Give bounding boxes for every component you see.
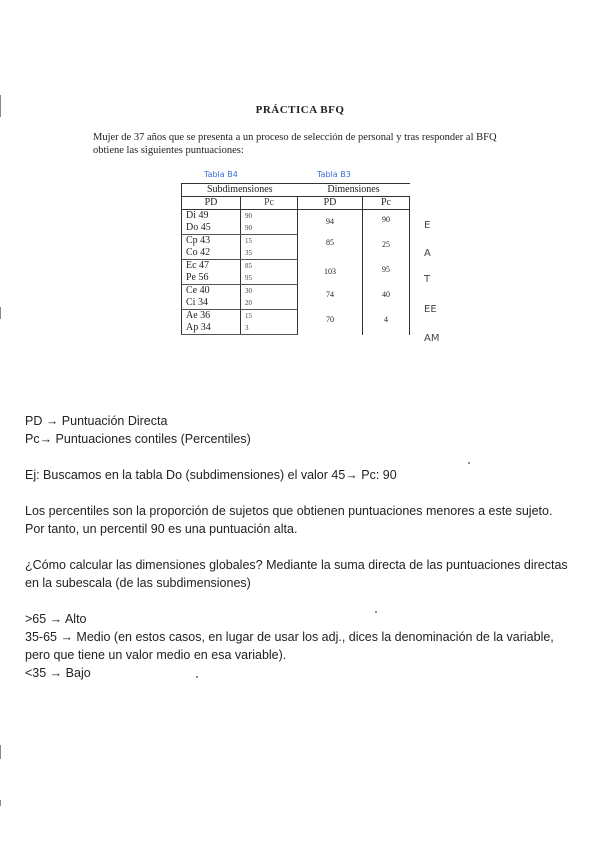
subdim-pd: Pe 56 [182, 272, 241, 285]
group-header-dimensiones: Dimensiones [298, 184, 410, 197]
subdim-pc: 35 [241, 247, 298, 260]
page-title: PRÁCTICA BFQ [255, 104, 345, 116]
dimension-letter-e: E [424, 220, 431, 231]
dimension-letter-t: T [424, 274, 431, 285]
definitions-block [25, 412, 575, 448]
subdim-pd: Ae 36 [182, 310, 241, 323]
dim-pc: 95 [363, 260, 410, 285]
dim-pd: 74 [298, 285, 363, 310]
subdim-pc: 90 [241, 210, 298, 223]
scan-edge-mark [0, 95, 1, 117]
handwritten-note-tabla-b4: Tabla B4 [204, 170, 238, 179]
global-question-paragraph [25, 556, 575, 592]
scan-edge-mark [0, 307, 1, 319]
subdim-pc: 15 [241, 235, 298, 248]
scan-edge-mark [0, 800, 1, 806]
subdim-pd: Ce 40 [182, 285, 241, 298]
dim-pc: 25 [363, 235, 410, 260]
example-text: Ej: Buscamos en la tabla Do (subdimensiones) el valor 45→ Pc: 90 [25, 468, 397, 482]
stray-dot [468, 462, 470, 464]
subdim-pd: Di 49 [182, 210, 241, 223]
column-header-pd: PD [182, 197, 241, 210]
dim-pd: 70 [298, 310, 363, 335]
subdim-pd: Ci 34 [182, 297, 241, 310]
example-line [25, 466, 575, 484]
subdim-pd: Ec 47 [182, 260, 241, 273]
subdim-pd: Cp 43 [182, 235, 241, 248]
column-header-dim-pc: Pc [363, 197, 410, 210]
range-medium: 35-65 → Medio (en estos casos, en lugar de usar los adj., dices la denominación de la variable, pero que tiene un valor medio en esa variable). [25, 630, 554, 662]
dim-pc: 4 [363, 310, 410, 335]
pd-definition: PD → Puntuación Directa [25, 414, 168, 428]
dimension-letter-a: A [424, 248, 431, 259]
subdim-pd: Co 42 [182, 247, 241, 260]
subdim-pd: Do 45 [182, 222, 241, 235]
dim-pc: 40 [363, 285, 410, 310]
group-header-subdimensiones: Subdimensiones [182, 184, 298, 197]
percentile-paragraph [25, 502, 575, 538]
pc-definition: Pc→ Puntuaciones contiles (Percentiles) [25, 432, 251, 446]
dim-pd: 94 [298, 210, 363, 235]
range-low: <35 → Bajo [25, 666, 91, 680]
column-header-pc: Pc [241, 197, 298, 210]
range-high: >65 → Alto [25, 612, 87, 626]
scan-edge-mark [0, 745, 1, 759]
dimension-letter-am: AM [424, 333, 440, 344]
dim-pd: 85 [298, 235, 363, 260]
dimension-letter-ee: EE [424, 304, 437, 315]
subdim-pc: 90 [241, 222, 298, 235]
subdim-pc: 95 [241, 272, 298, 285]
dim-pc: 90 [363, 210, 410, 235]
ranges-block [25, 610, 575, 682]
bfq-scores-table [181, 183, 410, 335]
subdim-pc: 85 [241, 260, 298, 273]
dim-pd: 103 [298, 260, 363, 285]
intro-paragraph: Mujer de 37 años que se presenta a un proceso de selección de personal y tras responder al BFQ obtiene las siguientes puntuaciones: [93, 132, 497, 156]
stray-dot [196, 676, 198, 678]
subdim-pc: 15 [241, 310, 298, 323]
subdim-pc: 3 [241, 322, 298, 335]
column-header-dim-pd: PD [298, 197, 363, 210]
percentile-text: Los percentiles son la proporción de sujetos que obtienen puntuaciones menores a este sujeto. Por tanto, un percentil 90 es una puntuación alta. [25, 504, 553, 536]
global-question-text: ¿Cómo calcular las dimensiones globales? Mediante la suma directa de las puntuaciones directas en la subescala (de las subdimensiones) [25, 558, 568, 590]
subdim-pc: 30 [241, 285, 298, 298]
stray-dot [375, 611, 377, 613]
handwritten-note-tabla-b3: Tabla B3 [317, 170, 351, 179]
subdim-pc: 20 [241, 297, 298, 310]
subdim-pd: Ap 34 [182, 322, 241, 335]
